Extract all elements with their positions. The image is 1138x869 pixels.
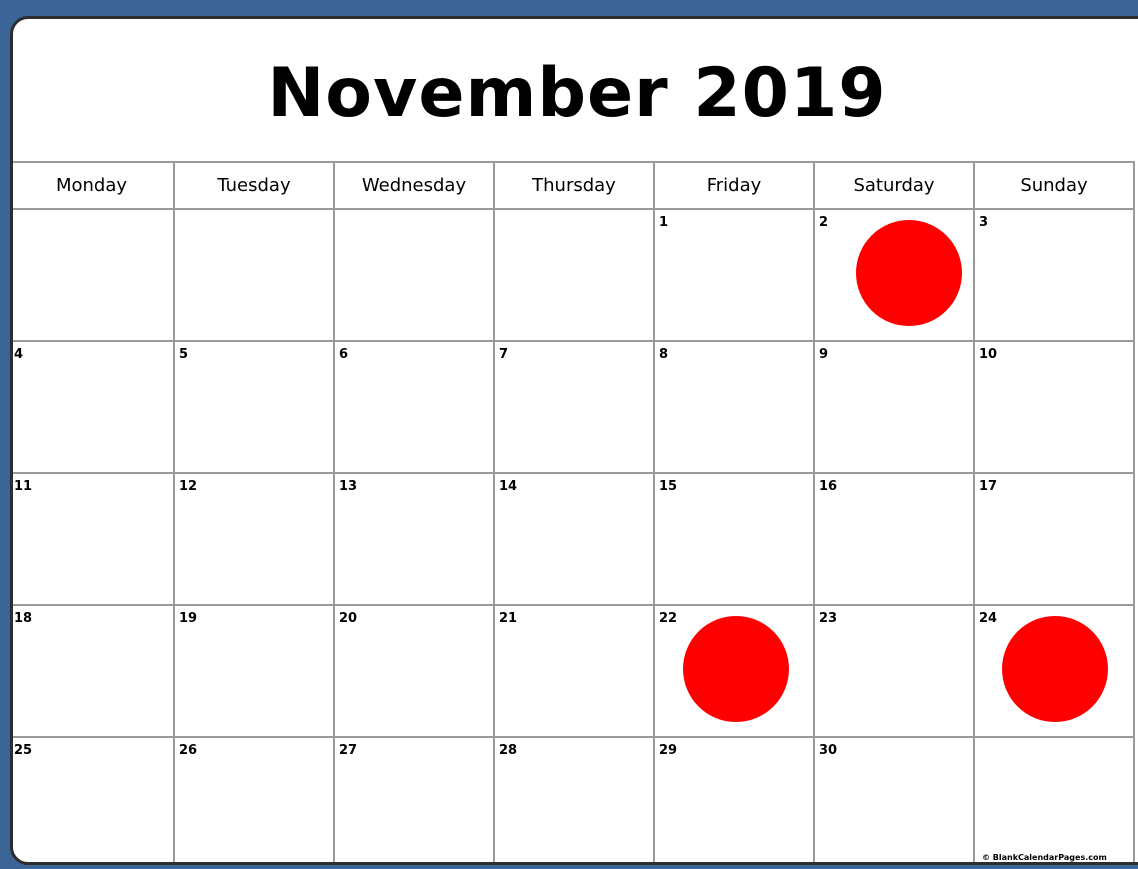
day-cell [975, 738, 1135, 865]
calendar-card [10, 16, 1138, 865]
day-number: 11 [14, 479, 33, 494]
day-number: 23 [819, 611, 838, 626]
day-cell [975, 474, 1135, 606]
day-number: 21 [499, 611, 518, 626]
day-cell [655, 606, 815, 738]
day-number: 9 [819, 347, 829, 362]
day-cell [10, 738, 175, 865]
day-cell [495, 474, 655, 606]
day-cell [815, 474, 975, 606]
day-number: 17 [979, 479, 998, 494]
day-cell [175, 474, 335, 606]
day-number: 2 [819, 215, 829, 230]
copyright-note: © BlankCalendarPages.com [982, 853, 1107, 862]
day-cell [175, 738, 335, 865]
day-number: 27 [339, 743, 358, 758]
day-cell [175, 606, 335, 738]
day-cell [815, 606, 975, 738]
day-number: 15 [659, 479, 678, 494]
day-number: 28 [499, 743, 518, 758]
weekday-wednesday: Wednesday [335, 163, 495, 210]
day-number: 30 [819, 743, 838, 758]
calendar-title: November 2019 [267, 54, 887, 133]
day-number: 10 [979, 347, 998, 362]
day-number: 5 [179, 347, 189, 362]
day-cell [815, 342, 975, 474]
day-cell [655, 738, 815, 865]
day-cell [10, 474, 175, 606]
day-cell [655, 210, 815, 342]
day-cell [10, 210, 175, 342]
day-number: 1 [659, 215, 669, 230]
day-number: 18 [14, 611, 33, 626]
day-number: 7 [499, 347, 509, 362]
day-number: 8 [659, 347, 669, 362]
red-dot-marker [1002, 616, 1108, 722]
weekday-monday: Monday [10, 163, 175, 210]
red-dot-marker [856, 220, 962, 326]
calendar-grid [10, 161, 1135, 865]
day-number: 26 [179, 743, 198, 758]
day-cell [175, 342, 335, 474]
day-cell [335, 606, 495, 738]
day-number: 14 [499, 479, 518, 494]
day-cell [815, 210, 975, 342]
day-number: 19 [179, 611, 198, 626]
day-cell [10, 606, 175, 738]
weekday-saturday: Saturday [815, 163, 975, 210]
day-cell [655, 342, 815, 474]
day-number: 25 [14, 743, 33, 758]
day-number: 12 [179, 479, 198, 494]
day-cell [655, 474, 815, 606]
weekday-tuesday: Tuesday [175, 163, 335, 210]
day-number: 20 [339, 611, 358, 626]
day-cell [335, 342, 495, 474]
day-cell [335, 474, 495, 606]
day-cell [975, 606, 1135, 738]
day-cell [815, 738, 975, 865]
day-number: 24 [979, 611, 998, 626]
day-cell [495, 210, 655, 342]
day-cell [175, 210, 335, 342]
day-number: 29 [659, 743, 678, 758]
day-cell [495, 738, 655, 865]
day-number: 6 [339, 347, 349, 362]
weekday-thursday: Thursday [495, 163, 655, 210]
day-number: 3 [979, 215, 989, 230]
day-number: 16 [819, 479, 838, 494]
red-dot-marker [683, 616, 789, 722]
day-cell [335, 738, 495, 865]
day-cell [495, 606, 655, 738]
day-cell [495, 342, 655, 474]
weekday-sunday: Sunday [975, 163, 1135, 210]
day-number: 13 [339, 479, 358, 494]
day-number: 4 [14, 347, 24, 362]
day-cell [975, 342, 1135, 474]
day-number: 22 [659, 611, 678, 626]
day-cell [10, 342, 175, 474]
day-cell [335, 210, 495, 342]
day-cell [975, 210, 1135, 342]
weekday-friday: Friday [655, 163, 815, 210]
